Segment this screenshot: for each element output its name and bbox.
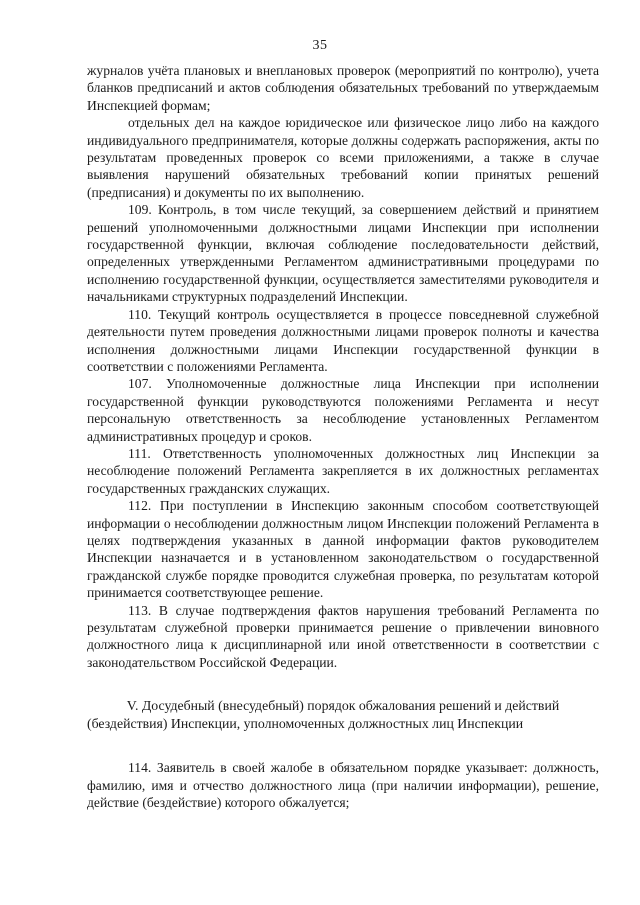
- page-number: 35: [312, 38, 328, 53]
- paragraph-114: 114. Заявитель в своей жалобе в обязательном порядке указывает: должность, фамилию, имя и отчество должностного лица (при наличии информации), решение, действие (бездействие) которого обжалуется;: [87, 760, 599, 811]
- section-heading: V. Досудебный (внесудебный) порядок обжалования решений и действий (бездействия) Инспекции, уполномоченных должностных лиц Инспекции: [87, 698, 560, 732]
- paragraph-113: 113. В случае подтверждения фактов нарушения требований Регламента по результатам служебной проверки принимается решение о привлечении виновного должностного лица к дисциплинарной или иной ответственности в соответствии с законодательством Российской Федерации.: [87, 602, 599, 670]
- paragraph-journals: журналов учёта плановых и внеплановых проверок (мероприятий по контролю), учета бланков предписаний и актов соблюдения обязательных требований по утверждаемым Инспекцией формам;: [87, 63, 599, 113]
- paragraph-109: 109. Контроль, в том числе текущий, за совершением действий и принятием решений уполномоченными должностными лицами Инспекции при исполнении государственной функции, включая соблюдение последовательности действий, определенных утвержденными Регламентом административными процедурами по исполнению государственной функции, осуществляется заместителями руководителя и начальниками структурных подразделений Инспекции.: [87, 202, 599, 305]
- paragraph-files: отдельных дел на каждое юридическое или физическое лицо либо на каждого индивидуального предпринимателя, которые должны содержать распоряжения, акты по результатам проведенных проверок со всеми приложениями, а также в случае выявления нарушений обязательных требований копии принятых решений (предписания) и документы по их выполнению.: [87, 115, 599, 200]
- paragraph-107: 107. Уполномоченные должностные лица Инспекции при исполнении государственной функции руководствуются положениями Регламента и несут персональную ответственность за несоблюдение установленных Регламентом административных процедур и сроков.: [87, 376, 599, 444]
- document-body: [87, 62, 599, 811]
- paragraph-110: 110. Текущий контроль осуществляется в процессе повседневной служебной деятельности путем проведения должностными лицами проверок полноты и качества исполнения должностными лицами Инспекции государственной функции в соответствии с положениями Регламента.: [87, 306, 599, 374]
- paragraph-111: 111. Ответственность уполномоченных должностных лиц Инспекции за несоблюдение положений Регламента закрепляется в их должностных регламентах государственных гражданских служащих.: [87, 445, 599, 496]
- paragraph-112: 112. При поступлении в Инспекцию законным способом соответствующей информации о несоблюдении должностным лицом Инспекции положений Регламента в целях подтверждения указанных в данной информации фактов руководителем Инспекции назначается и в установленном законодательством о государственной гражданской службе порядке проводится служебная проверка, по результатам которой принимается соответствующее решение.: [87, 498, 599, 601]
